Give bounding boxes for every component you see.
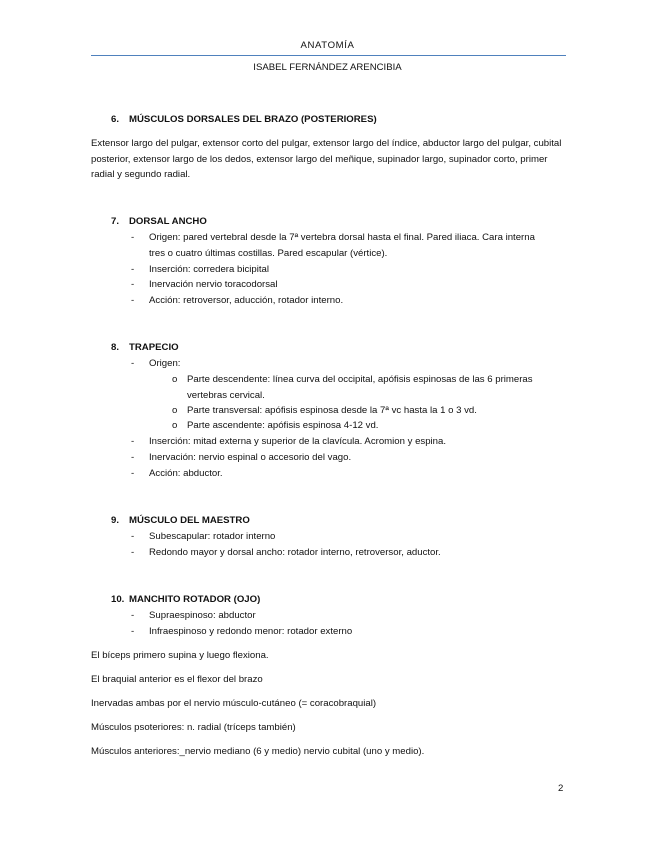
list-item: - Origen:	[131, 356, 551, 372]
section-number: 7.	[111, 216, 120, 227]
dash-bullet: -	[131, 531, 135, 542]
list-item: - Acción: retroversor, aducción, rotador interno.	[131, 293, 551, 309]
sub-list-item: o Parte transversal: apófisis espinosa desde la 7ª vc hasta la 1 o 3 vd.	[172, 403, 542, 419]
dash-bullet: -	[131, 264, 135, 275]
section-number: 6.	[111, 114, 120, 125]
section-number: 9.	[111, 515, 120, 526]
note-line: Músculos psoteriores: n. radial (tríceps también)	[91, 722, 296, 733]
header-title: ANATOMÍA	[300, 40, 355, 51]
dash-bullet: -	[131, 279, 135, 290]
list-item: - Supraespinoso: abductor	[131, 608, 551, 624]
list-item: - Subescapular: rotador interno	[131, 529, 551, 545]
list-item: - Acción: abductor.	[131, 466, 551, 482]
list-item: - Infraespinoso y redondo menor: rotador externo	[131, 624, 551, 640]
list-item: - Inervación nervio toracodorsal	[131, 277, 551, 293]
header-author: ISABEL FERNÁNDEZ ARENCIBIA	[253, 62, 402, 73]
section-10-heading	[111, 592, 260, 608]
dash-bullet: -	[131, 547, 135, 558]
section-title: DORSAL ANCHO	[129, 216, 207, 227]
circle-bullet: o	[172, 420, 178, 431]
note-line: Inervadas ambas por el nervio músculo-cutáneo (= coracobraquial)	[91, 698, 377, 709]
note-line: Músculos anteriores:_nervio mediano (6 y medio) nervio cubital (uno y medio).	[91, 746, 425, 757]
note-line: El bíceps primero supina y luego flexiona.	[91, 650, 269, 661]
sub-list-item: o Parte ascendente: apófisis espinosa 4-12 vd.	[172, 418, 542, 434]
list-item: - Origen: pared vertebral desde la 7ª vertebra dorsal hasta el final. Pared iliaca. Cara interna tres o cuatro últimas costillas. Pared escapular (vértice).	[131, 232, 535, 259]
section-title: MANCHITO ROTADOR (OJO)	[129, 594, 261, 605]
circle-bullet: o	[172, 405, 178, 416]
dash-bullet: -	[131, 358, 135, 369]
list-item: - Redondo mayor y dorsal ancho: rotador interno, retroversor, aductor.	[131, 545, 551, 561]
section-title: MÚSCULOS DORSALES DEL BRAZO (POSTERIORES)	[129, 114, 377, 125]
dash-bullet: -	[131, 232, 135, 243]
dash-bullet: -	[131, 468, 135, 479]
section-title: TRAPECIO	[129, 342, 179, 353]
section-number: 8.	[111, 342, 120, 353]
section-9-heading	[111, 513, 250, 529]
sub-list-item: o Parte descendente: línea curva del occipital, apófisis espinosas de las 6 primeras vertebras cervical.	[172, 374, 533, 401]
section-title: MÚSCULO DEL MAESTRO	[129, 515, 250, 526]
list-item: - Inserción: mitad externa y superior de la clavícula. Acromion y espina.	[131, 434, 551, 450]
dash-bullet: -	[131, 295, 135, 306]
section-6-paragraph: Extensor largo del pulgar, extensor corto del pulgar, extensor largo del índice, abductor largo del pulgar, cubital posterior, extensor largo de los dedos, extensor largo del meñique, supinador largo, supinador corto, primer radial y segundo radial.	[91, 138, 562, 180]
section-7-heading	[111, 214, 207, 230]
dash-bullet: -	[131, 436, 135, 447]
header-divider	[91, 55, 566, 56]
list-item: - Inervación: nervio espinal o accesorio del vago.	[131, 450, 551, 466]
note-line: El braquial anterior es el flexor del brazo	[91, 674, 263, 685]
list-item: - Inserción: corredera bicipital	[131, 262, 551, 278]
dash-bullet: -	[131, 452, 135, 463]
circle-bullet: o	[172, 374, 178, 385]
dash-bullet: -	[131, 610, 135, 621]
section-8-heading	[111, 340, 179, 356]
section-number: 10.	[111, 594, 125, 605]
page-number: 2	[558, 783, 564, 794]
dash-bullet: -	[131, 626, 135, 637]
section-6-heading	[111, 112, 377, 128]
